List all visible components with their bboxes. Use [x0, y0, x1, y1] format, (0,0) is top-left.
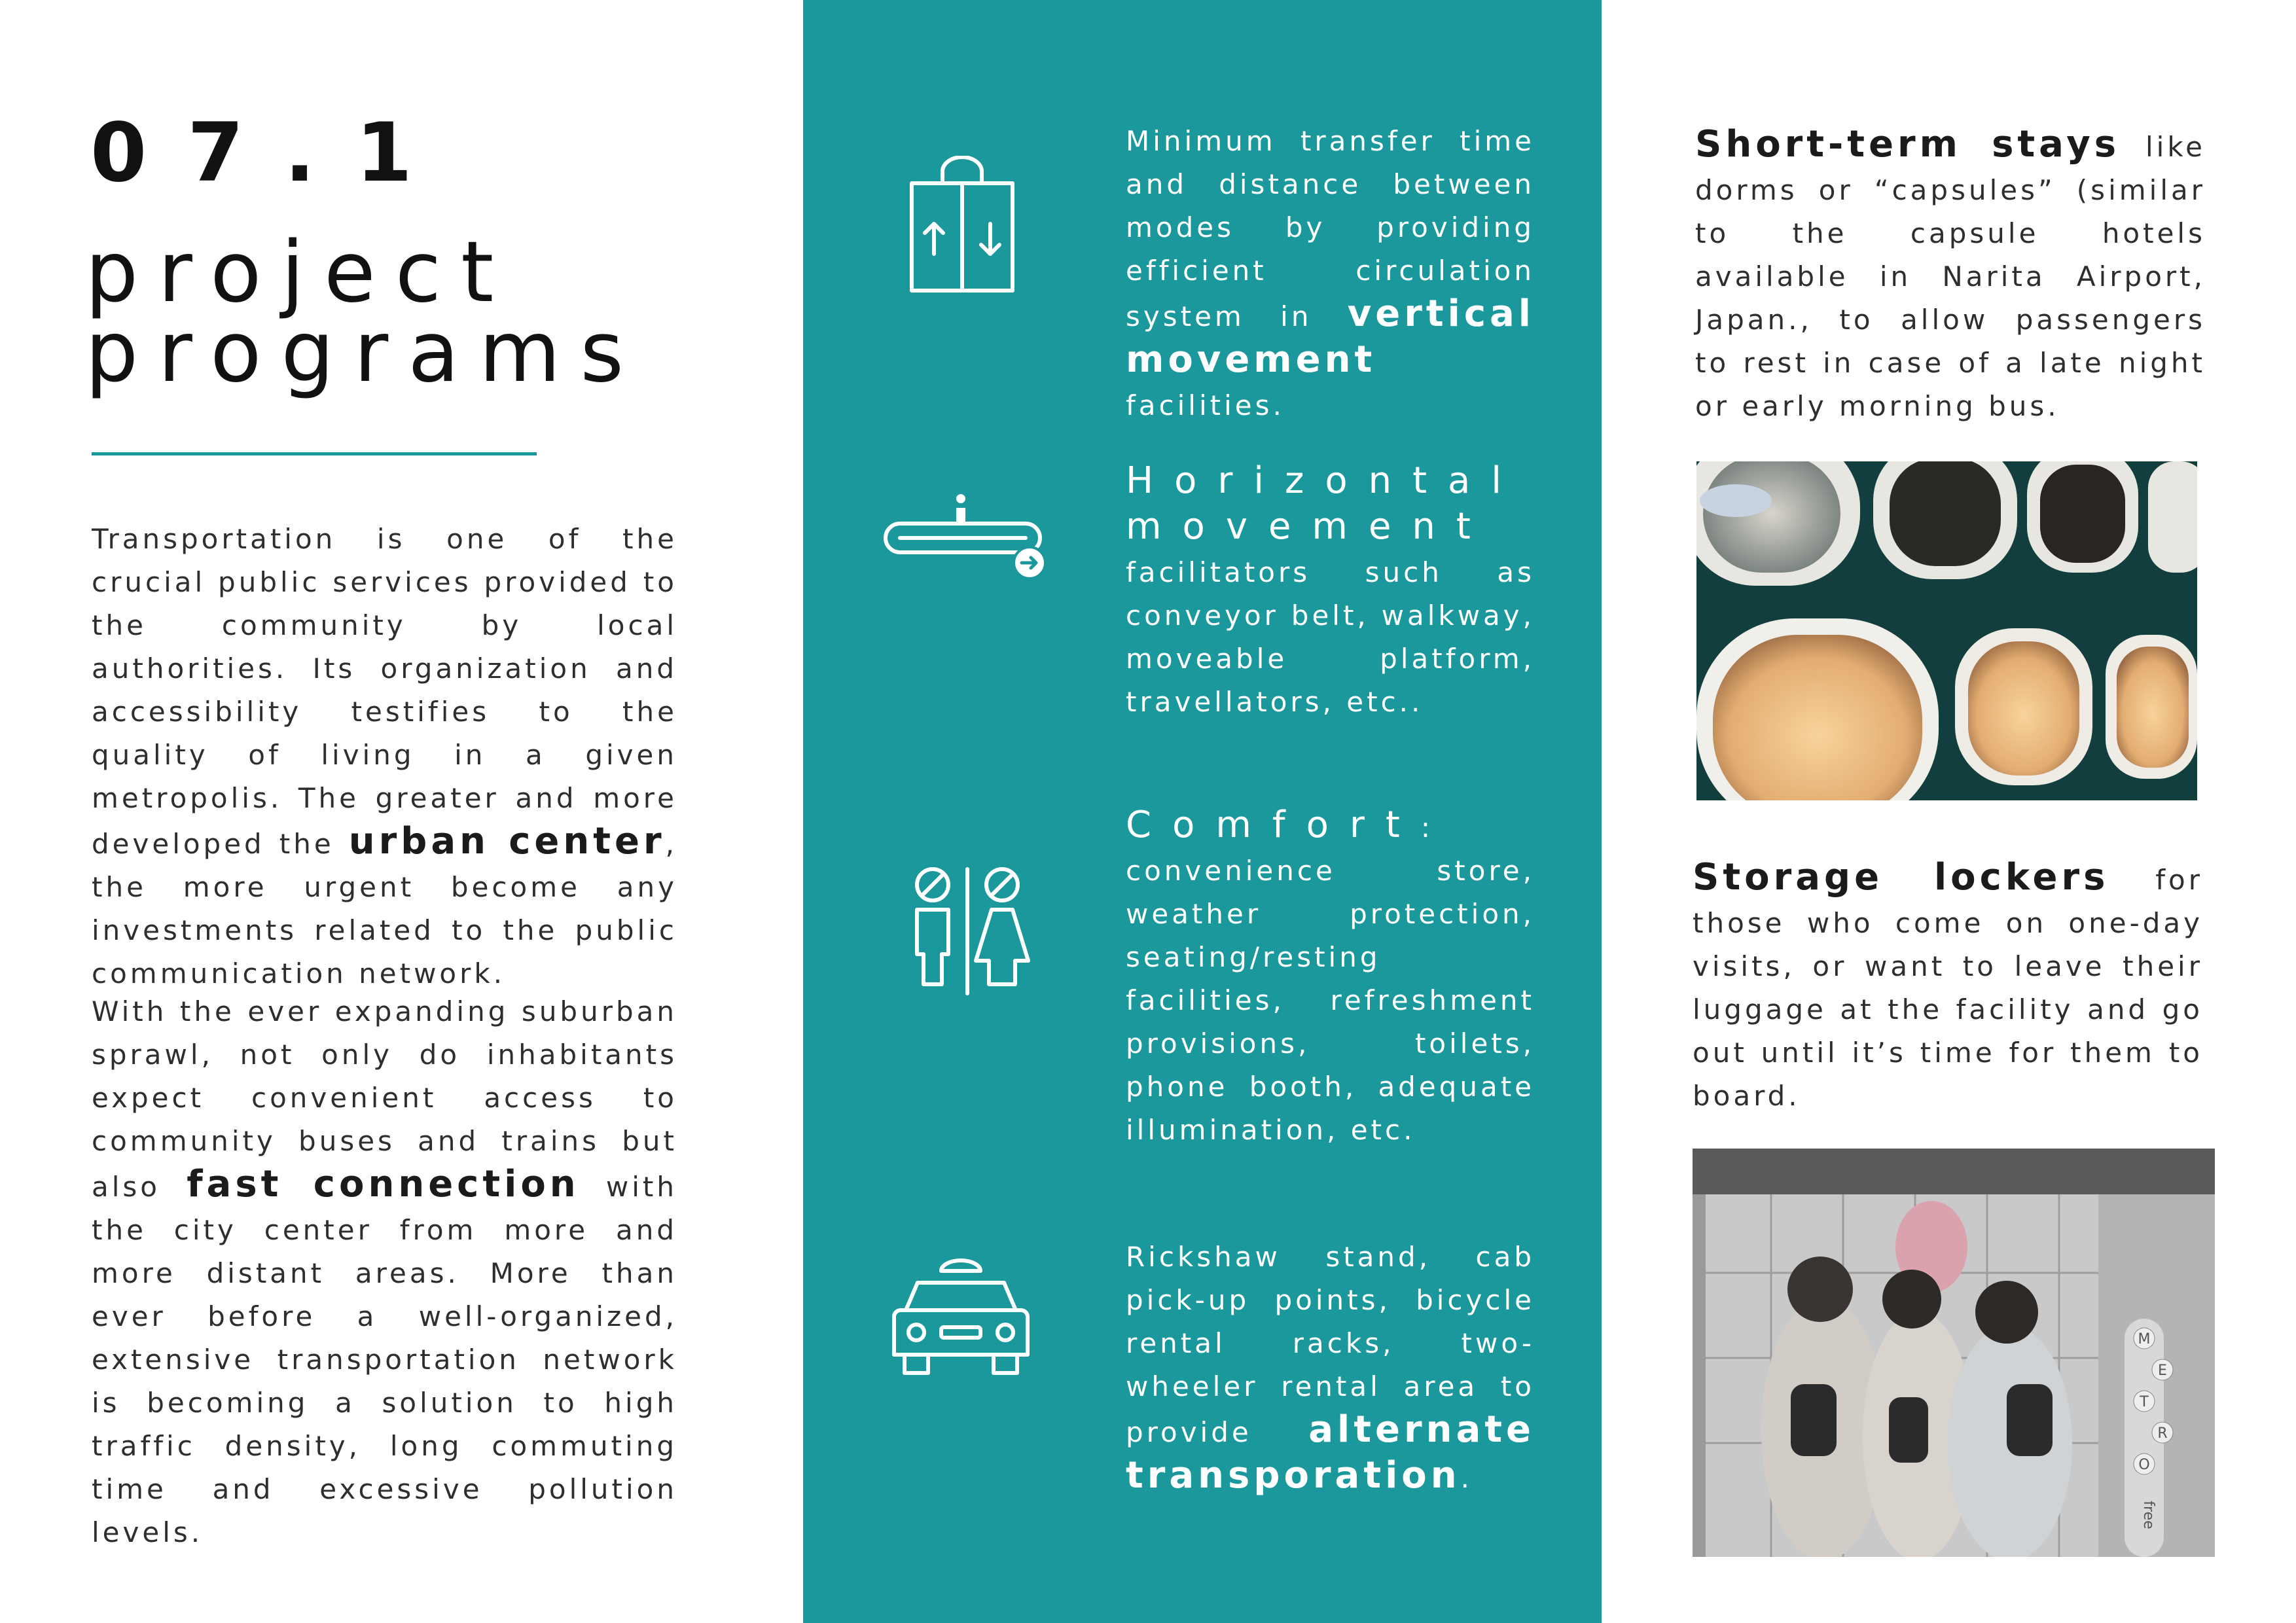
short-term-stays-heading: Short-term stays: [1695, 123, 2121, 166]
intro-p2-text: With the ever expanding suburban sprawl, not only do inhabitants expect convenient access to community buses and trains but also: [92, 995, 677, 1203]
feature-horizontal-body: facilitators such as conveyor belt, walkway, moveable platform, travellators, etc..: [1126, 556, 1535, 718]
storage-lockers-heading: Storage lockers: [1693, 856, 2109, 899]
feature-alternate-emphasis: alternate transporation: [1126, 1408, 1535, 1497]
metro-letter: E: [2158, 1363, 2167, 1379]
intro-p1-text: Transportation is one of the crucial public services provided to the community by local authorities. Its organization and accessibility testifies to the quality of living in a given metropolis. The greater and more developed the: [92, 523, 677, 860]
section-number: 07.1: [90, 106, 453, 200]
feature-vertical-end: facilities.: [1126, 389, 1285, 421]
intro-p1-text-end: , the more urgent become any investments related to the public communication network.: [92, 828, 677, 990]
short-term-stays-body: like dorms or “capsules” (similar to the capsule hotels available in Narita Airport, Japan., to allow passengers to rest in case of a late night or early morning bus.: [1695, 131, 2206, 422]
feature-comfort-text: [1126, 804, 1535, 1152]
elevator-icon: [903, 156, 1021, 300]
metro-letter: R: [2157, 1425, 2168, 1442]
taxi-icon: [889, 1257, 1033, 1381]
feature-vertical-text: [1126, 120, 1535, 427]
feature-comfort-body: convenience store, weather protection, seating/resting facilities, refreshment provisions, toilets, phone booth, adequate illumination, etc.: [1126, 855, 1535, 1146]
feature-alternate-body: Rickshaw stand, cab pick-up points, bicycle rental racks, two-wheeler rental area to provide: [1126, 1241, 1535, 1448]
restroom-icon: [900, 863, 1037, 1000]
feature-horizontal-text: [1126, 459, 1535, 724]
intro-paragraph-1: [92, 518, 677, 995]
metro-letter: T: [2140, 1394, 2149, 1410]
intro-p2-emphasis: fast connection: [187, 1163, 580, 1205]
title-divider: [92, 452, 537, 455]
feature-alternate-text: [1126, 1236, 1535, 1500]
feature-horizontal-heading: Horizontal movement: [1126, 459, 1522, 548]
storage-lockers-text: [1693, 856, 2203, 1118]
metro-letter: M: [2138, 1331, 2151, 1347]
feature-vertical-body: Minimum transfer time and distance between modes by providing efficient circulation system in: [1126, 125, 1535, 332]
feature-alternate-end: .: [1460, 1462, 1473, 1494]
feature-comfort-colon: :: [1420, 812, 1434, 844]
intro-p1-emphasis: urban center: [348, 820, 666, 863]
capsule-hotel-photo: [1696, 461, 2197, 800]
intro-paragraph-2: [92, 990, 677, 1554]
intro-p2-text-end: with the city center from more and more distant areas. More than ever before a well-organized, extensive transportation network is becoming a solution to high traffic density, long commuting time and excessive pollution levels.: [92, 1171, 677, 1548]
feature-vertical-emphasis: vertical movement: [1126, 293, 1535, 381]
storage-lockers-body: for those who come on one-day visits, or want to leave their luggage at the facility and go out until it’s time for them to board.: [1693, 864, 2203, 1112]
feature-comfort-heading: Comfort: [1126, 804, 1421, 846]
travelator-icon: [880, 490, 1050, 581]
short-term-stays-text: [1695, 123, 2206, 428]
metro-sign-sub: free: [2140, 1501, 2157, 1529]
page-title: project programs: [85, 224, 644, 401]
storage-lockers-photo: [1693, 1149, 2215, 1557]
metro-letter: O: [2138, 1457, 2150, 1473]
